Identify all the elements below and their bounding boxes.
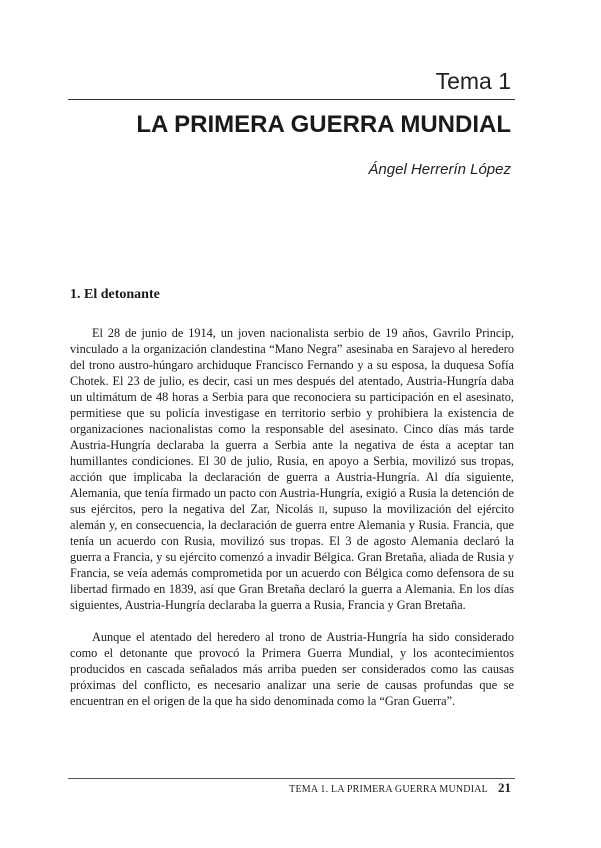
paragraph-1-part-a: El 28 de junio de 1914, un joven nacionalista serbio de 19 años, Gavrilo Princip, vinculado a la organización clandestina “Mano Negra” asesinaba en Sarajevo al heredero del trono austro-húngaro archiduque Francisco Fernando y a su esposa, la duquesa Sofía Chotek. El 23 de julio, es decir, casi un mes después del atentado, Austria-Hungría daba un ultimátum de 48 horas a Serbia para que reconociera su participación en el asesinato, permitiese que su policía investigase en territorio serbio y prohibiera la existencia de organizaciones nacionalistas como la responsable del asesinato. Cinco días más tarde Austria-Hungría declaraba la guerra a Serbia ante la negativa de ésta a aceptar tan humillantes condiciones. El 30 de julio, Rusia, en apoyo a Serbia, movilizó sus tropas, acción que implicaba la declaración de guerra a Austria-Hungría. Al día siguiente, Alemania, que tenía firmado un pacto con Austria-Hungría, exigió a Rusia la detención de sus ejércitos, pero la negativa del Zar, Nicolás xyxy=(70,326,514,516)
header-rule xyxy=(68,99,515,100)
body-text xyxy=(70,325,514,725)
chapter-label: Tema 1 xyxy=(435,68,511,94)
section-heading: 1. El detonante xyxy=(70,287,160,302)
page-number: 21 xyxy=(498,780,511,795)
author-name: Ángel Herrerín López xyxy=(368,161,511,178)
roman-numeral: ii xyxy=(318,502,325,516)
chapter-title: LA PRIMERA GUERRA MUNDIAL xyxy=(136,111,511,138)
footer-rule xyxy=(68,778,515,779)
paragraph-2: Aunque el atentado del heredero al trono de Austria-Hungría ha sido considerado como el detonante que provocó la Primera Guerra Mundial, y los acontecimientos producidos en cascada señalados más arriba pueden ser considerados como las causas próximas del conflicto, es necesario analizar una serie de causas profundas que se encuentran en el origen de la que ha sido denominada como la “Gran Guerra”. xyxy=(70,630,514,708)
running-head: TEMA 1. LA PRIMERA GUERRA MUNDIAL xyxy=(289,784,488,795)
page-footer xyxy=(289,781,511,797)
paragraph-1 xyxy=(70,325,514,613)
paragraph-1-part-b: , supuso la movilización del ejército alemán y, en consecuencia, la declaración de guerra entre Alemania y Rusia. Francia, que tenía un acuerdo con Rusia, movilizó sus tropas. El 3 de agosto Alemania declaró la guerra a Francia, y su ejército comenzó a invadir Bélgica. Gran Bretaña, aliada de Rusia y Francia, se veía además comprometida por un acuerdo con Bélgica como defensora de su libertad firmado en 1839, así que Gran Bretaña declaró la guerra a Alemania. En los días siguientes, Austria-Hungría declaraba la guerra a Rusia, Francia y Gran Bretaña. xyxy=(70,502,514,612)
